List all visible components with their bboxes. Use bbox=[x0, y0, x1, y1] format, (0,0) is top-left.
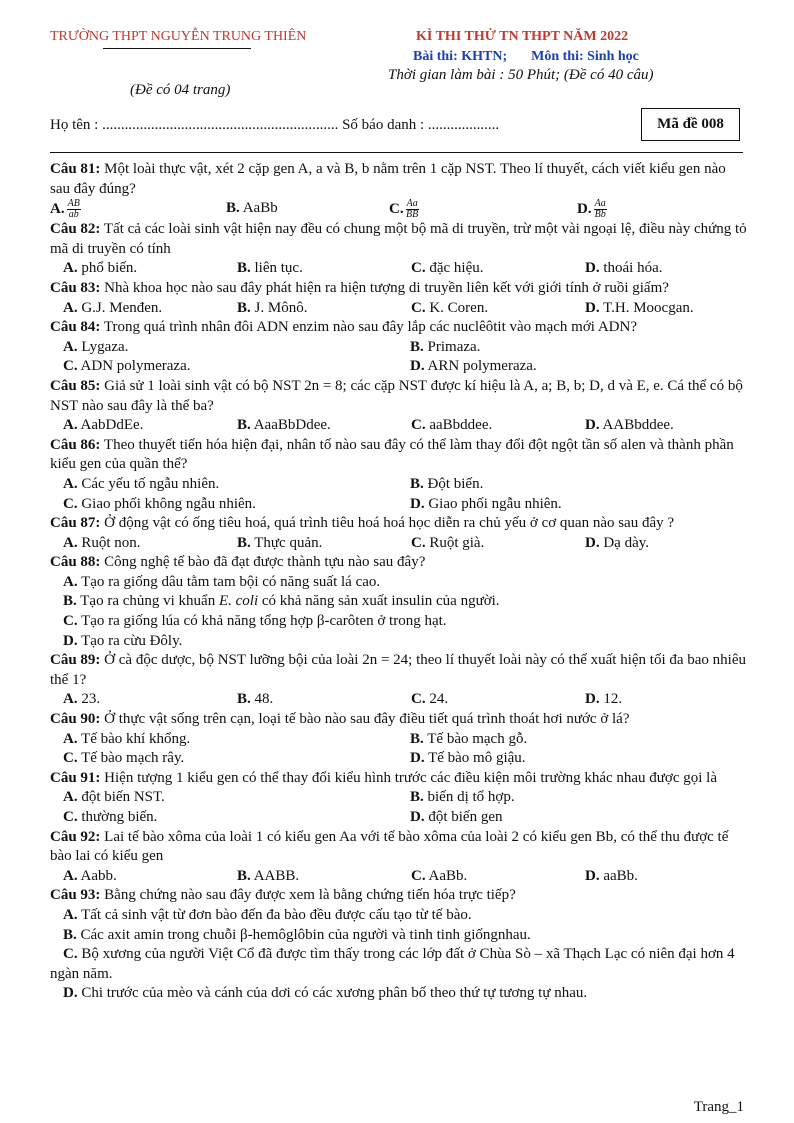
question-number: Câu 90: bbox=[50, 711, 101, 728]
question-87 bbox=[50, 514, 748, 534]
option-d[interactable]: D. thoái hóa. bbox=[585, 260, 663, 277]
option-d[interactable]: D. Tạo ra cừu Đôly. bbox=[63, 632, 183, 649]
option-a[interactable]: A. G.J. Menđen. bbox=[63, 299, 163, 316]
option-c[interactable]: C. thường biến. bbox=[63, 809, 158, 825]
option-b[interactable]: B. Đột biến. bbox=[410, 475, 484, 492]
option-b[interactable]: B. Thực quản. bbox=[237, 534, 323, 551]
question-number: Câu 83: bbox=[50, 279, 101, 296]
exam-time: Thời gian làm bài : 50 Phút; (Đề có 40 câu) bbox=[388, 67, 654, 83]
question-86 bbox=[50, 436, 748, 475]
options-82 bbox=[50, 259, 748, 279]
option-b[interactable]: B. J. Mônô. bbox=[237, 299, 308, 316]
option-c[interactable]: C. Bộ xương của người Việt Cổ đã được tìm thấy trong các lớp đất ở Chùa Sò – xã Thạch Lạc có niên đại hơn 4 ngàn năm. bbox=[50, 946, 735, 982]
question-number: Câu 89: bbox=[50, 652, 101, 669]
questions bbox=[50, 160, 748, 1004]
question-text: Trong quá trình nhân đôi ADN enzim nào sau đây lắp các nuclêôtit vào mạch mới ADN? bbox=[100, 319, 637, 336]
option-a[interactable] bbox=[50, 199, 226, 220]
option-d[interactable]: D. ARN polymeraza. bbox=[410, 358, 537, 375]
question-text: Tất cả các loài sinh vật hiện nay đều có chung một bộ mã di truyền, trừ một vài ngoại lệ, điều này chứng tỏ mã di truyền có tính bbox=[50, 221, 747, 257]
question-text: Công nghệ tế bào đã đạt được thành tựu nào sau đây? bbox=[100, 554, 426, 571]
options-81 bbox=[50, 199, 748, 220]
option-a[interactable]: A. Tạo ra giống dâu tằm tam bội có năng suất lá cao. bbox=[63, 573, 381, 590]
question-text: Bằng chứng nào sau đây được xem là bằng chứng tiến hóa trực tiếp? bbox=[100, 887, 516, 904]
option-d[interactable]: D. Dạ dày. bbox=[585, 534, 650, 551]
option-d[interactable]: D. AABbddee. bbox=[585, 417, 674, 434]
option-a[interactable]: A. 23. bbox=[63, 691, 101, 708]
sbd-field[interactable]: Số báo danh : ................... bbox=[342, 117, 500, 133]
question-number: Câu 87: bbox=[50, 515, 101, 532]
option-c[interactable]: C. ADN polymeraza. bbox=[63, 358, 191, 375]
option-label: C. bbox=[389, 201, 404, 218]
question-number: Câu 82: bbox=[50, 221, 101, 238]
option-a[interactable]: A. Các yếu tố ngẫu nhiên. bbox=[63, 475, 220, 492]
options-83 bbox=[50, 299, 748, 319]
question-number: Câu 88: bbox=[50, 554, 101, 571]
option-a[interactable]: A. phổ biến. bbox=[63, 260, 138, 277]
genotype-fraction: $\frac{AB}{ab}$ bbox=[67, 198, 80, 221]
option-d[interactable]: D. 12. bbox=[585, 691, 623, 708]
option-b[interactable]: B. Các axit amin trong chuỗi β-hemôglôbin của người và tinh tinh giốngnhau. bbox=[63, 926, 531, 943]
genotype-fraction: $\frac{Aa}{Bb}$ bbox=[594, 198, 606, 221]
options-86-row2 bbox=[50, 495, 748, 515]
options-91-row2 bbox=[50, 808, 748, 828]
option-d[interactable]: D. T.H. Moocgan. bbox=[585, 299, 694, 316]
option-d[interactable]: D. aaBb. bbox=[585, 867, 638, 884]
option-text: AaBb bbox=[242, 200, 278, 217]
options-90-row1 bbox=[50, 730, 748, 750]
option-label: B. bbox=[226, 200, 240, 217]
options-92 bbox=[50, 867, 748, 887]
options-89 bbox=[50, 690, 748, 710]
option-c[interactable]: C. Tế bào mạch rây. bbox=[63, 750, 185, 767]
question-text: Nhà khoa học nào sau đây phát hiện ra hiện tượng di truyền liên kết với giới tính ở ruồi giấm? bbox=[100, 279, 669, 296]
question-text: Một loài thực vật, xét 2 cặp gen A, a và B, b nằm trên 1 cặp NST. Theo lí thuyết, cách viết kiểu gen nào sau đây đúng? bbox=[50, 161, 726, 197]
school-name: TRƯỜNG THPT NGUYỄN TRUNG THIÊN bbox=[50, 29, 307, 44]
question-89 bbox=[50, 651, 748, 690]
question-84 bbox=[50, 318, 748, 338]
option-b[interactable]: B. 48. bbox=[237, 691, 274, 708]
option-b[interactable]: B. Tế bào mạch gỗ. bbox=[410, 730, 528, 747]
option-a[interactable]: A. AabDdEe. bbox=[63, 417, 144, 434]
header-divider bbox=[50, 152, 743, 153]
option-c[interactable]: C. Ruột già. bbox=[411, 534, 485, 551]
exam-subject: Bài thi: KHTN; bbox=[413, 49, 508, 64]
option-c[interactable]: C. AaBb. bbox=[411, 867, 468, 884]
exam-subject-line bbox=[413, 49, 639, 65]
option-c[interactable]: C. Giao phối không ngẫu nhiên. bbox=[63, 495, 256, 512]
genotype-fraction: $\frac{Aa}{BB}$ bbox=[406, 198, 419, 221]
option-a[interactable]: A. Ruột non. bbox=[63, 534, 141, 551]
question-93 bbox=[50, 886, 748, 906]
question-88 bbox=[50, 553, 748, 573]
option-d[interactable] bbox=[577, 199, 609, 220]
question-92 bbox=[50, 828, 748, 867]
page-footer: Trang_1 bbox=[693, 1099, 744, 1115]
option-a[interactable]: A. Aabb. bbox=[63, 867, 117, 884]
question-number: Câu 91: bbox=[50, 769, 101, 786]
option-d[interactable]: D. Chi trước của mèo và cánh của dơi có các xương phân bố theo thứ tự tương tự nhau. bbox=[63, 985, 588, 1002]
exam-code-box bbox=[641, 108, 740, 141]
question-82 bbox=[50, 220, 748, 259]
option-c[interactable]: C. K. Coren. bbox=[411, 299, 489, 316]
question-number: Câu 93: bbox=[50, 887, 101, 904]
option-b[interactable]: B. Tạo ra chủng vi khuẩn E. coli có khả năng sản xuất insulin của người. bbox=[63, 593, 500, 610]
question-text: Ở động vật có ống tiêu hoá, quá trình tiêu hoá hoá học diễn ra chủ yếu ở cơ quan nào sau đây ? bbox=[100, 515, 675, 532]
exam-code: Mã đề 008 bbox=[657, 116, 724, 132]
options-84-row2 bbox=[50, 357, 748, 377]
options-91-row1 bbox=[50, 788, 748, 808]
option-b[interactable] bbox=[226, 199, 389, 220]
options-86-row1 bbox=[50, 475, 748, 495]
option-c[interactable]: C. đặc hiệu. bbox=[411, 260, 484, 277]
option-b[interactable]: B. AABB. bbox=[237, 867, 300, 884]
question-number: Câu 85: bbox=[50, 377, 101, 394]
option-a[interactable]: A. Tất cả sinh vật từ đơn bào đến đa bào đều được cấu tạo từ tế bào. bbox=[63, 906, 472, 923]
question-83 bbox=[50, 279, 748, 299]
question-text: Theo thuyết tiến hóa hiện đại, nhân tố nào sau đây có thể làm thay đổi đột ngột tần số alen và thành phần kiểu gen của quần thể? bbox=[50, 436, 734, 473]
subject: Môn thi: Sinh học bbox=[531, 49, 639, 64]
school-underline bbox=[103, 48, 251, 49]
question-91 bbox=[50, 769, 748, 789]
name-field[interactable]: Họ tên : ............................................................... bbox=[50, 117, 339, 133]
question-85 bbox=[50, 377, 748, 416]
question-number: Câu 86: bbox=[50, 436, 101, 453]
question-number: Câu 84: bbox=[50, 319, 101, 336]
question-text: Ở thực vật sống trên cạn, loại tế bào nào sau đây điều tiết quá trình thoát hơi nước ở lá? bbox=[100, 711, 630, 728]
option-c[interactable] bbox=[389, 199, 577, 220]
options-84-row1 bbox=[50, 338, 748, 358]
question-text: Hiện tượng 1 kiểu gen có thể thay đổi kiểu hình trước các điều kiện môi trường khác nhau được gọi là bbox=[100, 769, 718, 786]
question-text: Lai tế bào xôma của loài 1 có kiểu gen Aa với tế bào xôma của loài 2 có kiểu gen Bb, có thể thu được tế bào lai có kiểu gen bbox=[50, 828, 729, 865]
option-a[interactable]: A. đột biến NST. bbox=[63, 789, 165, 806]
option-c[interactable]: C. 24. bbox=[411, 691, 449, 708]
option-b[interactable]: B. Primaza. bbox=[410, 338, 481, 355]
student-id-line bbox=[50, 117, 499, 134]
option-b[interactable]: B. liên tục. bbox=[237, 260, 303, 277]
options-85 bbox=[50, 416, 748, 436]
option-label: A. bbox=[50, 201, 65, 218]
options-90-row2 bbox=[50, 749, 748, 769]
question-text: Ở cà độc dược, bộ NST lưỡng bội của loài 2n = 24; theo lí thuyết loài này có thể xuất hiện tối đa bao nhiêu thể 1? bbox=[50, 652, 747, 688]
option-c[interactable]: C. aaBbddee. bbox=[411, 417, 493, 434]
question-text: Giả sử 1 loài sinh vật có bộ NST 2n = 8; các cặp NST được kí hiệu là A, a; B, b; D, d và E, e. Cá thể có bộ NST nào sau đây là thể ba? bbox=[50, 377, 743, 414]
option-a[interactable]: A. Lygaza. bbox=[63, 338, 129, 355]
question-number: Câu 92: bbox=[50, 828, 101, 845]
option-d[interactable]: D. Giao phối ngẫu nhiên. bbox=[410, 495, 562, 512]
option-c[interactable]: C. Tạo ra giống lúa có khả năng tổng hợp β-carôten ở trong hạt. bbox=[63, 613, 447, 630]
exam-title: KÌ THI THỬ TN THPT NĂM 2022 bbox=[416, 29, 629, 44]
question-90 bbox=[50, 710, 748, 730]
question-81 bbox=[50, 160, 748, 199]
option-label: D. bbox=[577, 201, 592, 218]
page-count: (Đề có 04 trang) bbox=[130, 82, 231, 98]
options-87 bbox=[50, 534, 748, 554]
option-b[interactable]: B. AaaBbDdee. bbox=[237, 417, 331, 434]
question-number: Câu 81: bbox=[50, 161, 101, 177]
option-b[interactable]: B. biến dị tổ hợp. bbox=[410, 789, 515, 806]
option-d[interactable]: D. Tế bào mô giậu. bbox=[410, 750, 526, 767]
option-d[interactable]: D. đột biến gen bbox=[410, 809, 503, 825]
option-a[interactable]: A. Tế bào khí khổng. bbox=[63, 730, 191, 747]
